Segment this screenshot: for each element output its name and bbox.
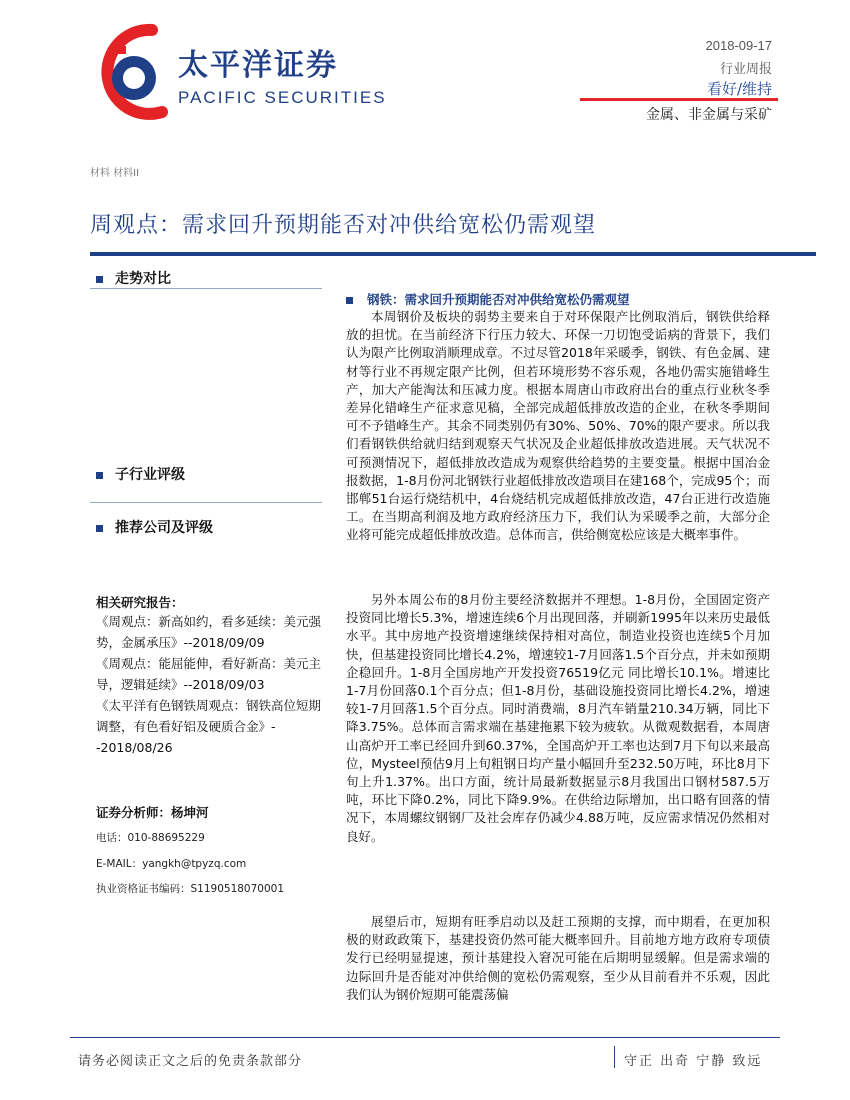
footer-separator (614, 1046, 615, 1068)
analyst-license: 执业资格证书编码：S1190518070001 (96, 883, 285, 895)
analyst-name: 证券分析师：杨坤河 (96, 805, 209, 820)
related-reports-title: 相关研究报告： (96, 595, 184, 610)
title-divider (90, 252, 816, 256)
section-divider (90, 288, 322, 289)
bullet-square-icon (346, 297, 353, 304)
body-paragraph: 展望后市，短期有旺季启动以及赶工预期的支撑，而中期看，在更加积极的财政政策下，基建投资仍然可能大概率回升。目前地方地方政府专项债发行已经明显提速，预计基建投入窘况可能在后期明显缓解。但是需求端的边际回升是否能对冲供给侧的宽松仍需观察，至少从目前看并不乐观，因此我们认为钢价短期可能震荡偏 (346, 914, 770, 1002)
section-subindustry-rating: 子行业评级 (96, 464, 185, 484)
analyst-phone: 电话：010-88695229 (96, 832, 205, 844)
bullet-square-icon (96, 525, 103, 532)
body-paragraph: 另外本周公布的8月份主要经济数据并不理想。1-8月份，全国固定资产投资同比增长5.3%，增速连续6个月出现回落，并刷新1995年以来历史最低水平。其中房地产投资增速继续保持相对高位，制造业投资也连续5个月加快，但基建投资同比增长4.2%，增速较1-7月回落1.5个百分点，并未如预期企稳回升。1-8月全国房地产开发投资76519亿元 同比增长10.1%。增速比1-7月份回落0.1个百分点；但1-8月份，基础设施投资同比增长4.2%，增速较1-7月回落1.5个百分点。同时消费端，8月汽车销量210.34万辆，同比下降3.75%。总体而言需求端在基建拖累下较为疲软。从微观数据看，本周唐山高炉开工率已经回升到60.37%，全国高炉开工率也达到7月下旬以来最高位，Mysteel预估9月上旬粗钢日均产量小幅回升至232.50万吨，环比8月下旬上升1.37%。出口方面，统计局最新数据显示8月我国出口钢材587.5万吨，环比下降0.2%，同比下降9.9%。在供给边际增加，出口略有回落的情况下，本周螺纹钢钢厂及社会库存仍减少4.88万吨，反应需求情况仍然相对良好。 (346, 592, 770, 844)
logo-mark-icon (90, 22, 170, 122)
header-accent-line (580, 98, 778, 101)
bullet-square-icon (96, 276, 103, 283)
page-title: 周观点：需求回升预期能否对冲供给宽松仍需观望 (90, 213, 597, 238)
report-date: 2018-09-17 (705, 38, 772, 53)
brand-name-en: PACIFIC SECURITIES (178, 88, 387, 107)
footer-motto: 守正 出奇 宁静 致远 (624, 1054, 763, 1069)
report-type: 行业周报 (719, 62, 772, 77)
bullet-square-icon (96, 472, 103, 479)
analyst-email[interactable]: E-MAIL：yangkh@tpyzq.com (96, 858, 247, 870)
section-recommended-companies: 推荐公司及评级 (96, 517, 213, 537)
brand-name-cn: 太平洋证券 (178, 48, 338, 83)
section-divider (90, 502, 322, 503)
sector-name: 金属、非金属与采矿 (646, 107, 772, 123)
footer-divider (70, 1037, 780, 1038)
body-paragraph: 本周钢价及板块的弱势主要来自于对环保限产比例取消后，钢铁供给释放的担忧。在当前经济下行压力较大、环保一刀切饱受诟病的背景下，我们认为限产比例取消顺理成章。不过尽管2018年采暖季，钢铁、有色金属、建材等行业不再规定限产比例，但若环境形势不容乐观，各地仍需实施错峰生产，加大产能淘汰和压减力度。根据本周唐山市政府出台的重点行业秋冬季差异化错峰生产征求意见稿，全部完成超低排放改造的企业，在秋冬季期间可不予错峰生产。其余不同类别仍有30%、50%、70%的限产要求。所以我们看钢铁供给就归结到观察天气状况及企业超低排放改造进展。天气状况不可预测情况下，超低排放改造成为观察供给趋势的主要变量。根据中国冶金报数据，1-8月份河北钢铁行业超低排放改造项目在建168个，完成95个；而邯郸51台运行烧结机中，4台烧结机完成超低排放改造，47台正进行改造施工。在当期高利润及地方政府经济压力下，我们认为采暖季之前，大部分企业将可能完成超低排放改造。总体而言，供给侧宽松应该是大概率事件。 (346, 309, 770, 543)
breadcrumb: 材料 材料II (90, 168, 140, 179)
steel-section-heading: 钢铁：需求回升预期能否对冲供给宽松仍需观望 (346, 290, 630, 308)
section-trend-comparison: 走势对比 (96, 268, 171, 288)
related-report-link[interactable]: 《周观点：新高如约，看多延续：美元强势，金属承压》--2018/09/09 (96, 614, 322, 650)
industry-rating: 看好/维持 (706, 80, 772, 98)
company-logo (90, 22, 390, 142)
related-report-link[interactable]: 《太平洋有色钢铁周观点：钢铁高位短期调整，有色看好铝及硬质合金》--2018/08/26 (96, 698, 322, 755)
related-report-link[interactable]: 《周观点：能屈能伸，看好新高：美元主导，逻辑延续》--2018/09/03 (96, 656, 322, 692)
footer-disclaimer: 请务必阅读正文之后的免责条款部分 (78, 1054, 303, 1069)
